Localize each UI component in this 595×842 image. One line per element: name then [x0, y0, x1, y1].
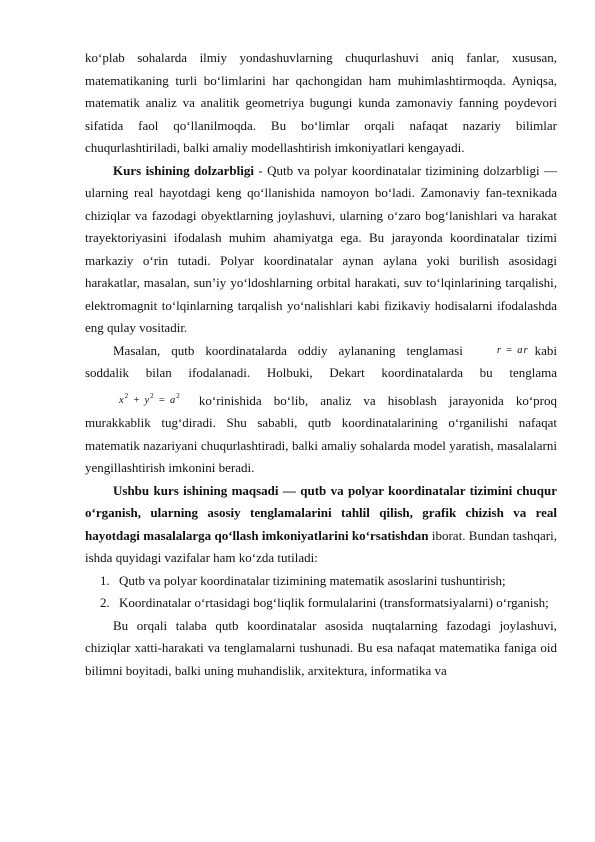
example-text-a: Masalan, qutb koordinatalarda oddiy aylananing tenglamasi	[113, 342, 463, 358]
formula-exp-1: 2	[124, 391, 130, 400]
formula-y: + y	[129, 394, 151, 406]
example-text-c: ko‘rinishida bo‘lib, analiz va hisoblash jarayonida ko‘proq murakkablik tug‘diradi. Shu sababli, qutb koordinatalarining o‘rganilishi nafaqat matematik nazariyani chuqurlashtiradi, balki amaliy sohalarda model yaratish, masalalarni yengillashtirish imkonini beradi.	[85, 392, 558, 475]
relevance-heading: Kurs ishining dolzarbligi	[113, 162, 254, 178]
formula-x: x	[119, 394, 125, 406]
list-item-text: Koordinatalar o‘rtasidagi bog‘liqlik formulalarini (transformatsiyalarni) o‘rganish;	[119, 595, 549, 610]
goal-text: iborat. Bundan tashqari, ishda quyidagi vazifalar ham ko‘zda tutiladi:	[85, 527, 557, 565]
list-item-text: Qutb va polyar koordinatalar tizimining matematik asoslarini tushuntirish;	[119, 572, 506, 588]
formula-exp-3: 2	[176, 391, 181, 400]
goal-heading: Ushbu kurs ishining maqsadi — qutb va polyar koordinatalar tizimini chuqur o‘rganish, ularning asosiy tenglamalarini tahlil qilish, grafik chizish va real hayotdagi masalalarga qo‘llash imkoniyatlarini ko‘rsatishdan	[85, 482, 557, 543]
example-text-b: kabi soddalik bilan ifodalanadi. Holbuki, Dekart koordinatalarda bu tenglama	[85, 342, 557, 380]
list-item	[85, 592, 557, 615]
relevance-paragraph	[85, 160, 557, 340]
closing-paragraph: Bu orqali talaba qutb koordinatalar asosida nuqtalarning fazodagi joylashuvi, chiziqlar xatti-harakati va tenglamalarni tushunadi. Bu esa nafaqat matematika faniga oid bilimni boyitadi, balki uning muhandislik, arxitektura, informatika va	[85, 617, 557, 678]
page-content	[85, 47, 557, 682]
formula-a: = a	[154, 394, 177, 406]
formula-exp-2: 2	[150, 391, 155, 400]
list-item-number: 2.	[100, 595, 110, 610]
polar-formula: r = ar	[496, 344, 529, 356]
example-paragraph	[85, 340, 557, 480]
list-item-number: 1.	[100, 572, 110, 588]
goal-paragraph	[85, 480, 557, 570]
relevance-text: - Qutb va polyar koordinatalar tizimining dolzarbligi — ularning real hayotdagi keng qo‘llanishida namoyon bo‘ladi. Zamonaviy fan-texnikada chiziqlar va fazodagi obyektlarning joylashuvi, ularning o‘zaro bog‘lanishlari va harakat trayektoriyasini ifodalash muhim ahamiyatga ega. Bu jarayonda koordinatalar tizimi markaziy o‘rin tutadi. Polyar koordinatalar aynan aylana yoki burilish asosidagi harakatlar, masalan, sun’iy yo‘ldoshlarning orbital harakati, suv to‘lqinlarining tarqalishi, elektromagnit to‘lqinlarning tarqalish yo‘nalishlari kabi fizikaviy hodisalarni ifodalashda eng qulay vositadir.	[85, 162, 558, 335]
list-item	[85, 570, 557, 593]
cartesian-formula	[85, 385, 187, 413]
intro-paragraph: ko‘plab sohalarda ilmiy yondashuvlarning chuqurlashuvi aniq fanlar, xususan, matematikaning turli bo‘limlarini har qachongidan ham muhimlashtirmoqda. Ayniqsa, matematik analiz va analitik geometriya bugungi kunda zamonaviy fanning poydevori sifatida faol qo‘llanilmoqda. Bu bo‘limlar orqali nafaqat nazariy bilimlar chuqurlashtiriladi, balki amaliy modellashtirish imkoniyatlari kengayadi.	[85, 50, 557, 155]
task-list	[85, 570, 557, 615]
